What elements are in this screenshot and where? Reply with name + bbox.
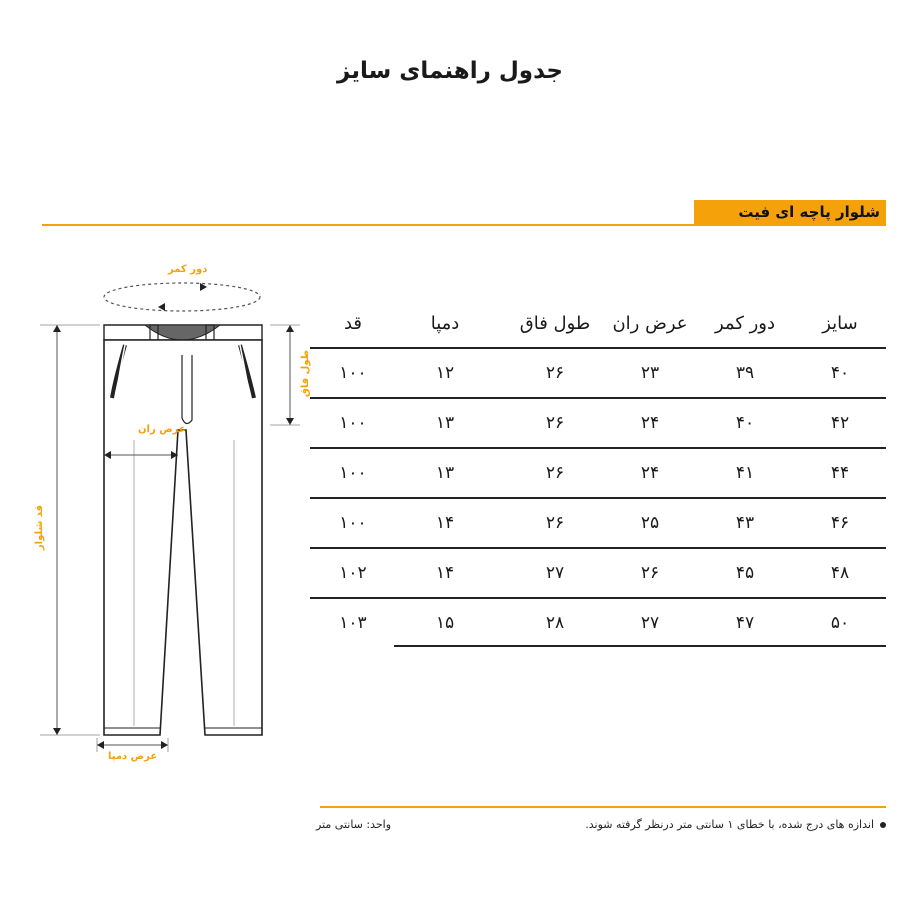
bullet-icon	[880, 822, 886, 828]
footer-divider	[320, 806, 886, 808]
trousers-outline	[104, 340, 262, 735]
trousers-diagram	[0, 0, 320, 800]
waist-arrow-icon	[200, 283, 207, 291]
cell-waist: ۴۵	[735, 563, 755, 583]
header-hem: دمپا	[430, 313, 460, 334]
cell-waist: ۴۳	[735, 513, 755, 533]
waist-label: دور کمر	[168, 264, 208, 275]
table-row	[310, 348, 886, 398]
cell-size: ۴۴	[830, 463, 850, 483]
cell-waist: ۳۹	[735, 363, 755, 383]
cell-size: ۴۰	[830, 363, 850, 383]
cell-rise: ۲۷	[545, 563, 565, 583]
cell-waist: ۴۰	[735, 413, 755, 433]
waist-ellipse	[104, 283, 260, 311]
cell-rise: ۲۶	[545, 463, 565, 483]
cell-rise: ۲۶	[545, 513, 565, 533]
cell-length: ۱۰۰	[339, 513, 367, 533]
cell-thigh: ۲۵	[640, 513, 660, 533]
thigh-label: عرض ران	[138, 424, 186, 435]
table-row	[310, 498, 886, 548]
page-title: جدول راهنمای سایز	[337, 58, 563, 84]
cell-thigh: ۲۷	[640, 613, 660, 633]
length-label: قد شلوار	[34, 504, 46, 551]
header-length: قد	[343, 313, 363, 334]
cell-size: ۴۸	[830, 563, 850, 583]
cell-thigh: ۲۶	[640, 563, 660, 583]
unit-label: واحد: سانتی متر	[316, 818, 392, 831]
cell-rise: ۲۶	[545, 363, 565, 383]
cell-rise: ۲۸	[545, 613, 565, 633]
header-waist: دور کمر	[714, 313, 776, 334]
cell-length: ۱۰۲	[339, 563, 367, 583]
cell-hem: ۱۴	[435, 513, 455, 533]
cell-rise: ۲۶	[545, 413, 565, 433]
cell-hem: ۱۴	[435, 563, 455, 583]
cell-size: ۴۲	[830, 413, 850, 433]
table-row	[310, 548, 886, 598]
table-rule	[394, 645, 886, 647]
cell-length: ۱۰۰	[339, 363, 367, 383]
cell-waist: ۴۷	[735, 613, 755, 633]
cell-hem: ۱۳	[435, 463, 455, 483]
header-rise: طول فاق	[519, 313, 591, 334]
table-header	[310, 300, 886, 350]
header-size: سایز	[822, 313, 858, 334]
header-thigh: عرض ران	[612, 313, 688, 334]
cell-hem: ۱۲	[435, 363, 455, 383]
rise-label: طول فاق	[300, 349, 312, 398]
section-tab: شلوار پاچه ای فیت	[694, 200, 886, 225]
table-row	[310, 448, 886, 498]
cell-waist: ۴۱	[735, 463, 755, 483]
table-row	[310, 598, 886, 648]
cell-thigh: ۲۴	[640, 413, 660, 433]
cell-thigh: ۲۳	[640, 363, 660, 383]
cell-hem: ۱۳	[435, 413, 455, 433]
cell-hem: ۱۵	[435, 613, 455, 633]
table-row	[310, 398, 886, 448]
footer-note: اندازه های درج شده، با خطای ۱ سانتی متر درنظر گرفته شوند.	[585, 818, 886, 831]
cell-size: ۵۰	[830, 613, 850, 633]
cell-size: ۴۶	[830, 513, 850, 533]
hem-label: عرض دمپا	[108, 751, 158, 762]
cell-thigh: ۲۴	[640, 463, 660, 483]
cell-length: ۱۰۰	[339, 463, 367, 483]
cell-length: ۱۰۳	[339, 613, 367, 633]
cell-length: ۱۰۰	[339, 413, 367, 433]
